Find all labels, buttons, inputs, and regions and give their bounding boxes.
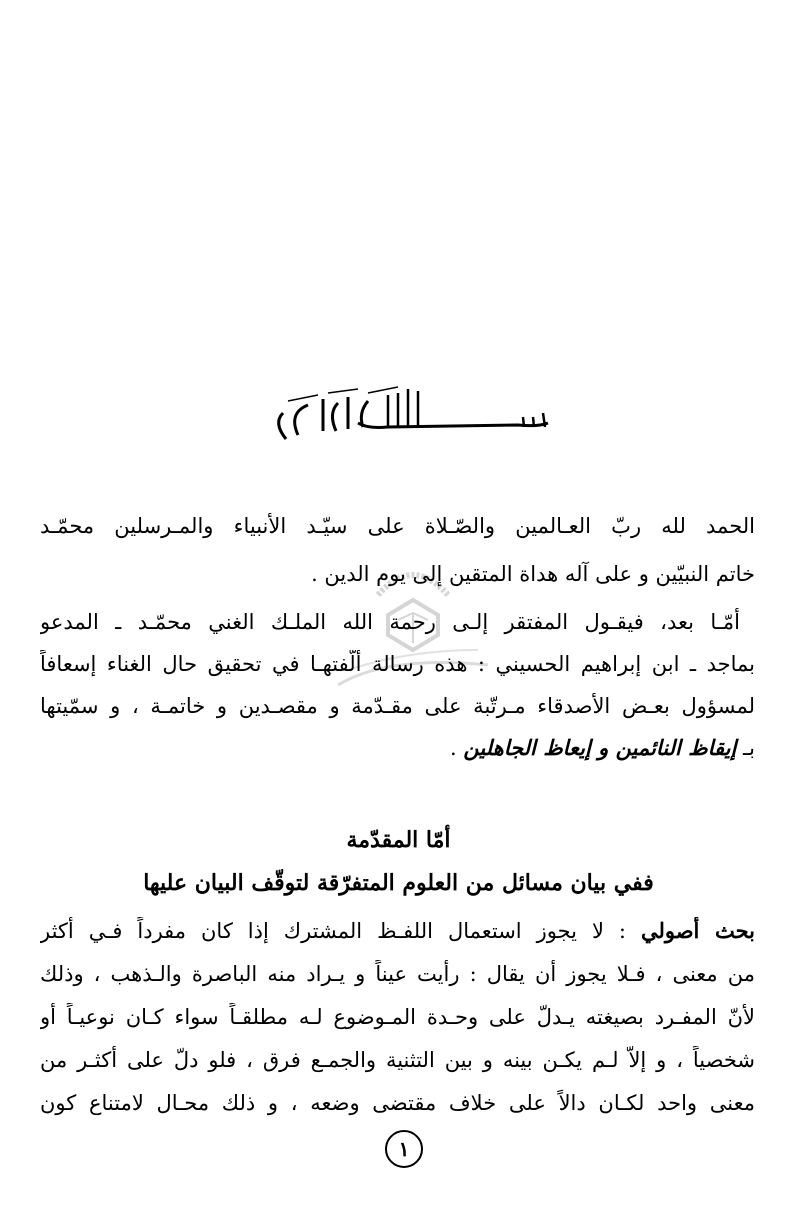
body-line-3: لأنّ المفـرد بصيغته يـدلّ على وحـدة المـوضوع لـه مطلقـاً سواء كـان نوعيـاً أو xyxy=(40,1005,755,1029)
preface-line-4 xyxy=(40,734,755,762)
section-heading: أمّا المقدّمة xyxy=(346,827,451,853)
body-line-2: من معنى ، فـلا يجوز أن يقال : رأيت عيناً و يـراد منه الباصرة والـذهب ، وذلك xyxy=(40,962,755,986)
body-lead: بحث أُصولي xyxy=(640,918,755,943)
body-line-5: معنى واحد لكـان دالاً على خلاف مقتضى وضعه ، و ذلك محـال لامتناع كون xyxy=(40,1091,755,1115)
body-line-1 xyxy=(40,917,755,945)
preface-line-3: لمسؤول بعـض الأصدقاء مـرتّبة على مقـدّمة و مقصـدين و خاتمـة ، و سمّيتها xyxy=(40,694,755,718)
body-first-line-rest: : لا يجوز استعمال اللفـظ المشترك إذا كان مفرداً فـي أكثر xyxy=(40,919,641,943)
body-line-4: شخصياً ، و إلاّ لـم يكـن بينه و بين التثنية والجمـع فرق ، فلو دلّ على أكثـر من xyxy=(40,1048,755,1072)
intro-line-1: الحمد لله ربّ العـالمين والصّـلاة على سيّـد الأنبياء والمـرسلين محمّـد xyxy=(40,514,755,538)
preface-line-1: أمّـا بعد، فيقـول المفتقر إلـى رحمة الله الملـك الغني محمّـد ـ المدعو xyxy=(40,610,740,634)
book-title: إيقاظ النائمين و إيعاظ الجاهلين xyxy=(463,735,737,760)
preface-line-2: بماجد ـ ابن إبراهيم الحسيني : هذه رسالة ألّفتهـا في تحقيق حال الغناء إسعافاً xyxy=(40,652,755,676)
page-number: ١ xyxy=(385,1130,423,1168)
title-prefix: بـ xyxy=(736,736,755,760)
section-subheading: ففي بيان مسائل من العلوم المتفرّقة لتوقّف البيان عليها xyxy=(143,870,654,896)
title-suffix: . xyxy=(450,736,464,760)
intro-line-2: خاتم النبيّين و على آله هداة المتقين إلى يوم الدين . xyxy=(311,562,755,586)
